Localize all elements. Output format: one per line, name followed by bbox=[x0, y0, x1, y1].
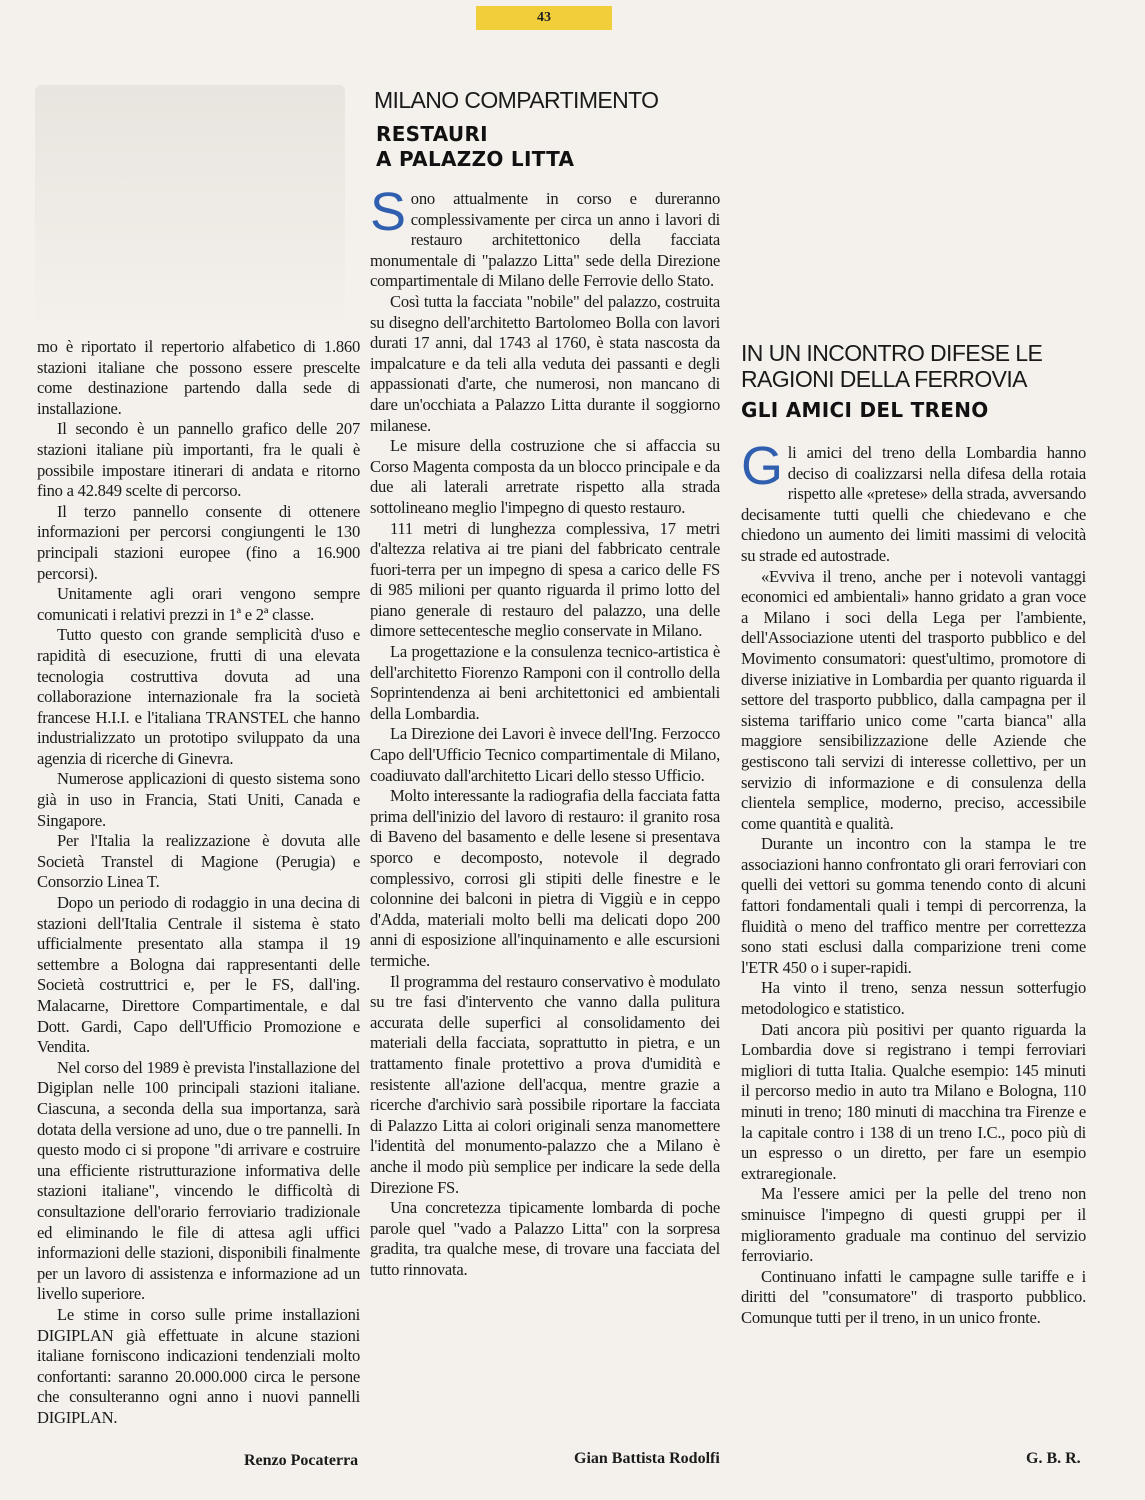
paragraph: 111 metri di lunghezza complessiva, 17 metri d'altezza relativa ai tre piani del fabbricato centrale fuori-terra per un impegno di spesa a carico delle FS di 985 milioni per quanto riguarda il primo lotto del piano generale di restauro del palazzo, una delle dimore settecentesche meglio conservate in Milano. bbox=[370, 518, 720, 641]
paragraph: Così tutta la facciata "nobile" del palazzo, costruita su disegno dell'architetto Bartolomeo Bolla con lavori durati 17 anni, dal 1743 al 1760, è stata nascosta da impalcature e da teli alla veduta dei passanti e degli appassionati d'arte, che numerosi, non mancano di dare un'occhiata a Palazzo Litta durante il soggiorno milanese. bbox=[370, 291, 720, 435]
paragraph-first bbox=[370, 182, 720, 292]
column-amici-treno bbox=[741, 436, 1086, 1329]
paragraph: Continuano infatti le campagne sulle tariffe e i diritti del "consumatore" di trasporto pubblico. Comunque tutti per il treno, in un unico fronte. bbox=[741, 1266, 1086, 1327]
paragraph: Una concretezza tipicamente lombarda di poche parole quel "vado a Palazzo Litta" con la sorpresa gradita, tra qualche mese, di trovare una facciata del tutto rinnovata. bbox=[370, 1198, 720, 1279]
byline-col1: Renzo Pocaterra bbox=[244, 1452, 359, 1469]
article1-kicker: MILANO COMPARTIMENTO bbox=[374, 87, 659, 113]
article2-title: GLI AMICI DEL TRENO bbox=[741, 398, 989, 422]
article2-kicker-line1: IN UN INCONTRO DIFESE LE bbox=[741, 340, 1043, 366]
show-through-area bbox=[35, 85, 345, 335]
paragraph: Durante un incontro con la stampa le tre associazioni hanno confrontato gli orari ferroviari con quelli dei vettori su gomma tenendo conto di alcuni fattori fondamentali quali i tempi di percorrenza, la fluidità o meno del traffico mentre per correttezza sono stati esclusi dalla comparizione treni come l'ETR 450 o i super-rapidi. bbox=[741, 834, 1086, 977]
article1-title-line2: A PALAZZO LITTA bbox=[376, 147, 575, 171]
paragraph: Dopo un periodo di rodaggio in una decina di stazioni dell'Italia Centrale il sistema è stato ufficialmente presentato alla stampa il 19 settembre a Bologna dai rappresentanti delle Società costruttrici e, per le FS, dall'ing. Malacarne, Direttore Compartimentale, e dal Dott. Gardi, Capo dell'Ufficio Promozione e Vendita. bbox=[37, 893, 360, 1057]
paragraph: Ha vinto il treno, senza nessun sotterfugio metodologico e statistico. bbox=[741, 978, 1086, 1019]
paragraph: Il terzo pannello consente di ottenere informazioni per percorsi congiungenti le 130 principali stazioni europee (fino a 16.900 percorsi). bbox=[37, 501, 360, 583]
paragraph: Il programma del restauro conservativo è modulato su tre fasi d'intervento che vanno dalla pulitura accurata delle superfici al consolidamento dei materiali della facciata, soprattutto in pietra, e un trattamento finale protettivo a prova d'umidità e resistente all'azione dell'acqua, mentre grazie a ricerche d'archivio sarà possibile riportare la facciata di Palazzo Litta ai colori originali senza manomettere l'identità del monumento-palazzo che a Milano è anche il modo più semplice per indicare la sede della Direzione FS. bbox=[370, 971, 720, 1197]
article2-kicker-line2: RAGIONI DELLA FERROVIA bbox=[741, 366, 1027, 392]
paragraph: Nel corso del 1989 è prevista l'installazione del Digiplan nelle 100 principali stazioni italiane. Ciascuna, a seconda della sua importanza, sarà dotata della versione ad uno, due o tre pannelli. In questo modo ci si propone "di arrivare e costruire una efficiente ristrutturazione informativa delle stazioni italiane", vincendo le difficoltà di consultazione dell'orario ferroviario tradizionale ed eliminando le file di attesa agli uffici informazioni delle stazioni, disponibili finalmente per un lavoro di assistenza e informazione ad un livello superiore. bbox=[37, 1057, 360, 1304]
byline-article1: Gian Battista Rodolfi bbox=[574, 1450, 720, 1467]
paragraph: Ma l'essere amici per la pelle del treno non sminuisce l'impegno di questi gruppi per il miglioramento graduale ma continuo del servizio ferroviario. bbox=[741, 1184, 1086, 1266]
paragraph: Unitamente agli orari vengono sempre comunicati i relativi prezzi in 1ª e 2ª classe. bbox=[37, 584, 360, 624]
paragraph: La Direzione dei Lavori è invece dell'Ing. Ferzocco Capo dell'Ufficio Tecnico compartimentale di Milano, coadiuvato dall'architetto Licari dello stesso Ufficio. bbox=[370, 724, 720, 785]
dropcap: S bbox=[370, 182, 406, 242]
paragraph: «Evviva il treno, anche per i notevoli vantaggi economici ed ambientali» hanno gridato a gran voce a Milano i soci della Lega per l'ambiente, dell'Associazione utenti del trasporto pubblico e del Movimento consumatori: quest'ultimo, promotore di diverse iniziative in Lombardia per quanto riguarda il settore del trasporto pubblico, dalla campagna per il sistema tariffario unico come "carta bianca" alla maggiore sensibilizzazione delle Aziende che gestiscono tali servizi di interesse collettivo, per un servizio di informazione e di consulenza della clientela semplice, moderno, preciso, accessibile come quantità e qualità. bbox=[741, 566, 1086, 833]
paragraph: Le misure della costruzione che si affaccia su Corso Magenta composta da un blocco principale e da due ali laterali arretrate rispetto alla strada sottolineano meglio l'impegno di questo restauro. bbox=[370, 436, 720, 517]
paragraph: Molto interessante la radiografia della facciata fatta prima dell'inizio del lavoro di restauro: il granito rosa di Baveno del basamento e delle lesene si presentava sporco e decomposto, notevole il degrado complessivo, corrosi gli stipiti delle finestre e le colonnine dei balconi in pietra di Viggiù e in ceppo d'Adda, materiali molto belli ma delicati dopo 200 anni di esposizione all'inquinamento e alle escursioni termiche. bbox=[370, 786, 720, 970]
paragraph-first-text: ono attualmente in corso e dureranno complessivamente per circa un anno i lavori di restauro architettonico della facciata monumentale di "palazzo Litta" sede della Direzione compartimentale di Milano delle Ferrovie dello Stato. bbox=[370, 189, 720, 291]
paragraph: Le stime in corso sulle prime installazioni DIGIPLAN già effettuate in alcune stazioni italiane forniscono indicazioni tendenziali molto confortanti: saranno 20.000.000 circa le persone che consulteranno ogni anno i nuovi pannelli DIGIPLAN. bbox=[37, 1304, 360, 1427]
column-digiplan bbox=[37, 337, 360, 1428]
paragraph: Dati ancora più positivi per quanto riguarda la Lombardia dove si registrano i tempi ferroviari migliori di tutta Italia. Qualche esempio: 145 minuti il percorso medio in auto tra Milano e Bologna, 110 minuti in treno; 180 minuti di macchina tra Firenze e la capitale contro i 138 di un treno I.C., poco più di un espresso o un diretto, per fare un esempio extraregionale. bbox=[741, 1019, 1086, 1183]
byline-article2: G. B. R. bbox=[1026, 1450, 1081, 1467]
column-palazzo-litta bbox=[370, 182, 720, 1280]
article1-title-line1: RESTAURI bbox=[376, 122, 488, 146]
dropcap: G bbox=[741, 436, 783, 496]
paragraph: La progettazione e la consulenza tecnico-artistica è dell'architetto Fiorenzo Ramponi con il controllo della Soprintendenza ai beni architettonici ed ambientali della Lombardia. bbox=[370, 642, 720, 723]
paragraph: mo è riportato il repertorio alfabetico di 1.860 stazioni italiane che possono essere prescelte come destinazione partendo dalla sede di installazione. bbox=[37, 337, 360, 418]
page-number: 43 bbox=[476, 6, 612, 30]
paragraph: Per l'Italia la realizzazione è dovuta alle Società Transtel di Magione (Perugia) e Consorzio Linea T. bbox=[37, 831, 360, 892]
paragraph: Numerose applicazioni di questo sistema sono già in uso in Francia, Stati Uniti, Canada e Singapore. bbox=[37, 769, 360, 830]
paragraph-first bbox=[741, 436, 1086, 567]
paragraph-first-text: li amici del treno della Lombardia hanno deciso di coalizzarsi nella difesa della rotaia rispetto alle «pretese» della strada, avversando decisamente tutti quelli che chiedevano e che chiedono un aumento dei limiti massimi di velocità su strade ed autostrade. bbox=[741, 443, 1086, 565]
paragraph: Tutto questo con grande semplicità d'uso e rapidità di esecuzione, frutti di una elevata tecnologia costruttiva dovuta ad una collaborazione internazionale fra la società francese H.I.I. e l'italiana TRANSTEL che hanno industrializzato un prototipo sviluppato da una agenzia di ricerche di Ginevra. bbox=[37, 625, 360, 768]
paragraph: Il secondo è un pannello grafico delle 207 stazioni italiane più importanti, fra le quali è possibile impostare itinerari di andata e ritorno fino a 42.849 scelte di percorso. bbox=[37, 419, 360, 501]
